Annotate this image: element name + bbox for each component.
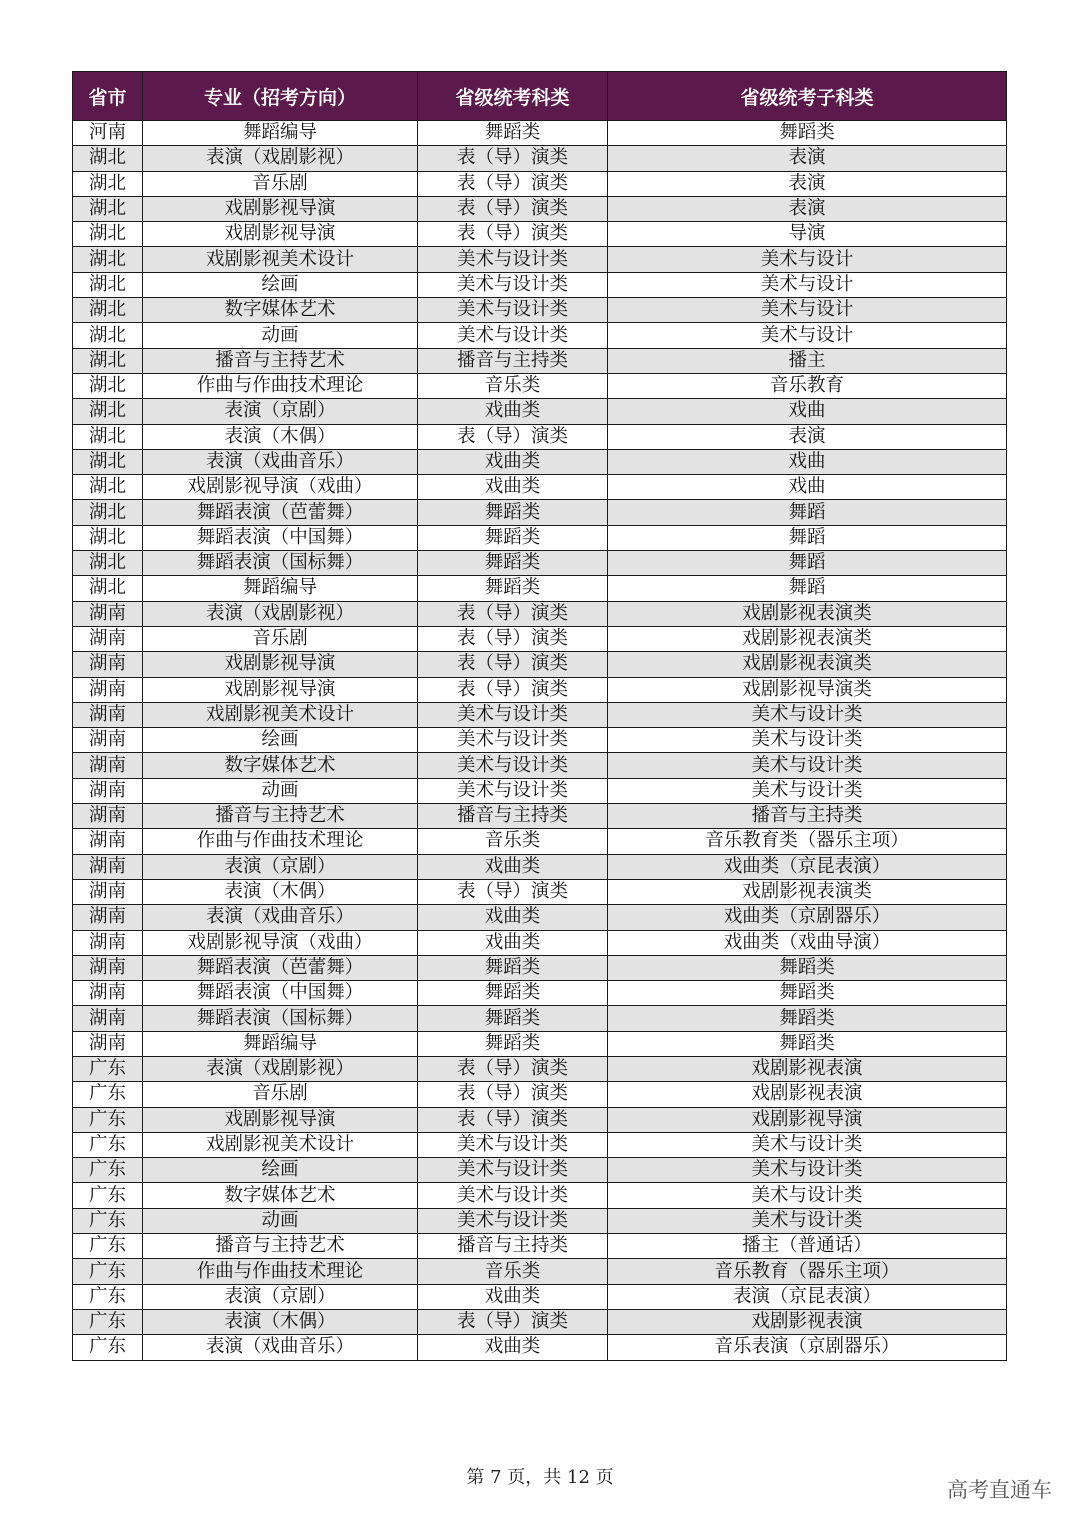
cell-major: 戏剧影视导演 <box>143 1107 418 1132</box>
cell-major: 舞蹈表演（中国舞） <box>143 981 418 1006</box>
table-row <box>73 1006 1007 1031</box>
cell-subcategory: 戏曲类（京剧器乐） <box>608 905 1007 930</box>
cell-province: 湖北 <box>73 171 143 196</box>
cell-category: 舞蹈类 <box>418 551 608 576</box>
cell-province: 湖北 <box>73 348 143 373</box>
cell-major: 作曲与作曲技术理论 <box>143 1259 418 1284</box>
table-row <box>73 1309 1007 1334</box>
cell-category: 表（导）演类 <box>418 677 608 702</box>
table-row <box>73 854 1007 879</box>
header-subcategory: 省级统考子科类 <box>608 72 1007 121</box>
cell-province: 湖南 <box>73 652 143 677</box>
cell-province: 湖北 <box>73 399 143 424</box>
cell-province: 湖南 <box>73 981 143 1006</box>
cell-province: 湖北 <box>73 525 143 550</box>
table-row <box>73 652 1007 677</box>
table-row <box>73 1234 1007 1259</box>
cell-category: 表（导）演类 <box>418 222 608 247</box>
table-row <box>73 146 1007 171</box>
cell-subcategory: 戏曲类（戏曲导演） <box>608 930 1007 955</box>
cell-province: 湖南 <box>73 778 143 803</box>
table-row <box>73 323 1007 348</box>
cell-major: 作曲与作曲技术理论 <box>143 829 418 854</box>
cell-province: 湖南 <box>73 905 143 930</box>
cell-subcategory: 美术与设计类 <box>608 753 1007 778</box>
cell-province: 广东 <box>73 1158 143 1183</box>
cell-category: 美术与设计类 <box>418 1183 608 1208</box>
cell-category: 舞蹈类 <box>418 981 608 1006</box>
cell-category: 美术与设计类 <box>418 1158 608 1183</box>
cell-category: 表（导）演类 <box>418 652 608 677</box>
table-row <box>73 551 1007 576</box>
cell-province: 湖北 <box>73 500 143 525</box>
cell-category: 戏曲类 <box>418 475 608 500</box>
header-province: 省市 <box>73 72 143 121</box>
cell-subcategory: 播主 <box>608 348 1007 373</box>
cell-category: 舞蹈类 <box>418 1031 608 1056</box>
cell-province: 湖北 <box>73 323 143 348</box>
cell-province: 广东 <box>73 1284 143 1309</box>
table-row <box>73 1132 1007 1157</box>
table-row <box>73 702 1007 727</box>
cell-major: 数字媒体艺术 <box>143 753 418 778</box>
cell-province: 湖南 <box>73 955 143 980</box>
table-row <box>73 298 1007 323</box>
cell-major: 绘画 <box>143 728 418 753</box>
cell-subcategory: 戏剧影视表演 <box>608 1056 1007 1081</box>
cell-province: 湖北 <box>73 373 143 398</box>
cell-province: 广东 <box>73 1259 143 1284</box>
table-row <box>73 1183 1007 1208</box>
cell-province: 湖北 <box>73 196 143 221</box>
cell-province: 湖南 <box>73 879 143 904</box>
cell-subcategory: 播主（普通话） <box>608 1234 1007 1259</box>
cell-major: 戏剧影视导演 <box>143 196 418 221</box>
cell-major: 动画 <box>143 323 418 348</box>
enrollment-table <box>72 71 1007 1361</box>
table-body <box>73 121 1007 1361</box>
cell-category: 戏曲类 <box>418 854 608 879</box>
cell-category: 音乐类 <box>418 373 608 398</box>
table-row <box>73 778 1007 803</box>
cell-major: 表演（戏曲音乐） <box>143 449 418 474</box>
cell-subcategory: 舞蹈类 <box>608 955 1007 980</box>
cell-major: 绘画 <box>143 1158 418 1183</box>
cell-subcategory: 戏曲类（京昆表演） <box>608 854 1007 879</box>
cell-category: 表（导）演类 <box>418 171 608 196</box>
cell-province: 湖南 <box>73 677 143 702</box>
cell-major: 表演（戏剧影视） <box>143 1056 418 1081</box>
header-category: 省级统考科类 <box>418 72 608 121</box>
cell-major: 戏剧影视导演 <box>143 677 418 702</box>
cell-category: 戏曲类 <box>418 1284 608 1309</box>
cell-subcategory: 美术与设计类 <box>608 1208 1007 1233</box>
cell-province: 湖北 <box>73 551 143 576</box>
cell-major: 播音与主持艺术 <box>143 348 418 373</box>
cell-category: 舞蹈类 <box>418 955 608 980</box>
cell-subcategory: 音乐教育类（器乐主项） <box>608 829 1007 854</box>
cell-major: 表演（戏剧影视） <box>143 146 418 171</box>
table-row <box>73 1284 1007 1309</box>
cell-subcategory: 美术与设计类 <box>608 728 1007 753</box>
cell-subcategory: 美术与设计 <box>608 247 1007 272</box>
cell-category: 表（导）演类 <box>418 1309 608 1334</box>
table-row <box>73 525 1007 550</box>
cell-category: 音乐类 <box>418 1259 608 1284</box>
cell-subcategory: 舞蹈 <box>608 551 1007 576</box>
cell-subcategory: 舞蹈 <box>608 500 1007 525</box>
table-row <box>73 804 1007 829</box>
cell-province: 湖南 <box>73 601 143 626</box>
cell-subcategory: 戏剧影视导演 <box>608 1107 1007 1132</box>
table-row <box>73 879 1007 904</box>
table-row <box>73 222 1007 247</box>
cell-category: 美术与设计类 <box>418 247 608 272</box>
cell-category: 美术与设计类 <box>418 298 608 323</box>
cell-subcategory: 舞蹈类 <box>608 981 1007 1006</box>
cell-category: 舞蹈类 <box>418 121 608 146</box>
cell-province: 湖北 <box>73 146 143 171</box>
cell-province: 湖北 <box>73 222 143 247</box>
watermark-text: 高考直通车 <box>947 1478 1052 1502</box>
table-row <box>73 475 1007 500</box>
cell-category: 表（导）演类 <box>418 601 608 626</box>
cell-subcategory: 美术与设计类 <box>608 702 1007 727</box>
cell-major: 绘画 <box>143 272 418 297</box>
cell-major: 表演（京剧） <box>143 1284 418 1309</box>
cell-category: 音乐类 <box>418 829 608 854</box>
cell-category: 播音与主持类 <box>418 1234 608 1259</box>
table-row <box>73 399 1007 424</box>
cell-province: 湖南 <box>73 702 143 727</box>
cell-category: 表（导）演类 <box>418 879 608 904</box>
cell-major: 表演（木偶） <box>143 424 418 449</box>
cell-major: 戏剧影视导演 <box>143 222 418 247</box>
cell-subcategory: 导演 <box>608 222 1007 247</box>
cell-subcategory: 舞蹈类 <box>608 121 1007 146</box>
cell-province: 湖南 <box>73 1031 143 1056</box>
cell-subcategory: 美术与设计类 <box>608 1183 1007 1208</box>
cell-category: 美术与设计类 <box>418 1208 608 1233</box>
cell-subcategory: 美术与设计 <box>608 298 1007 323</box>
cell-major: 音乐剧 <box>143 1082 418 1107</box>
cell-province: 河南 <box>73 121 143 146</box>
cell-province: 湖南 <box>73 728 143 753</box>
cell-province: 广东 <box>73 1132 143 1157</box>
table-row <box>73 1208 1007 1233</box>
cell-subcategory: 表演 <box>608 171 1007 196</box>
cell-major: 戏剧影视美术设计 <box>143 702 418 727</box>
cell-major: 舞蹈表演（国标舞） <box>143 551 418 576</box>
cell-major: 表演（戏剧影视） <box>143 601 418 626</box>
cell-major: 舞蹈编导 <box>143 121 418 146</box>
cell-subcategory: 表演（京昆表演） <box>608 1284 1007 1309</box>
cell-major: 戏剧影视美术设计 <box>143 247 418 272</box>
cell-major: 舞蹈表演（国标舞） <box>143 1006 418 1031</box>
cell-subcategory: 戏剧影视表演类 <box>608 879 1007 904</box>
cell-major: 音乐剧 <box>143 626 418 651</box>
cell-category: 舞蹈类 <box>418 500 608 525</box>
table-row <box>73 626 1007 651</box>
table-row <box>73 1056 1007 1081</box>
cell-major: 戏剧影视导演 <box>143 652 418 677</box>
table-row <box>73 247 1007 272</box>
cell-major: 数字媒体艺术 <box>143 298 418 323</box>
table-header <box>73 72 1007 121</box>
table-row <box>73 829 1007 854</box>
cell-subcategory: 戏剧影视表演 <box>608 1309 1007 1334</box>
table-row <box>73 449 1007 474</box>
cell-subcategory: 戏剧影视导演类 <box>608 677 1007 702</box>
cell-major: 舞蹈编导 <box>143 1031 418 1056</box>
cell-major: 戏剧影视美术设计 <box>143 1132 418 1157</box>
table-row <box>73 1031 1007 1056</box>
cell-category: 戏曲类 <box>418 930 608 955</box>
cell-major: 动画 <box>143 778 418 803</box>
cell-subcategory: 音乐教育（器乐主项） <box>608 1259 1007 1284</box>
cell-subcategory: 舞蹈 <box>608 576 1007 601</box>
table-row <box>73 930 1007 955</box>
table-row <box>73 1158 1007 1183</box>
cell-major: 舞蹈编导 <box>143 576 418 601</box>
cell-subcategory: 美术与设计类 <box>608 1132 1007 1157</box>
table-row <box>73 601 1007 626</box>
cell-subcategory: 舞蹈类 <box>608 1006 1007 1031</box>
cell-province: 湖北 <box>73 247 143 272</box>
cell-province: 广东 <box>73 1082 143 1107</box>
table-row <box>73 1259 1007 1284</box>
cell-subcategory: 表演 <box>608 196 1007 221</box>
cell-category: 播音与主持类 <box>418 348 608 373</box>
cell-province: 湖北 <box>73 424 143 449</box>
table-row <box>73 121 1007 146</box>
cell-major: 表演（木偶） <box>143 879 418 904</box>
cell-category: 戏曲类 <box>418 1335 608 1360</box>
cell-subcategory: 美术与设计类 <box>608 1158 1007 1183</box>
cell-subcategory: 表演 <box>608 424 1007 449</box>
cell-major: 表演（戏曲音乐） <box>143 1335 418 1360</box>
cell-major: 动画 <box>143 1208 418 1233</box>
cell-category: 戏曲类 <box>418 905 608 930</box>
cell-subcategory: 戏剧影视表演类 <box>608 626 1007 651</box>
cell-subcategory: 音乐表演（京剧器乐） <box>608 1335 1007 1360</box>
table-row <box>73 424 1007 449</box>
cell-province: 广东 <box>73 1234 143 1259</box>
cell-province: 广东 <box>73 1208 143 1233</box>
table-row <box>73 1335 1007 1360</box>
cell-category: 美术与设计类 <box>418 702 608 727</box>
cell-category: 舞蹈类 <box>418 576 608 601</box>
table-row <box>73 348 1007 373</box>
cell-category: 表（导）演类 <box>418 146 608 171</box>
table-row <box>73 905 1007 930</box>
table-row <box>73 373 1007 398</box>
table-row <box>73 728 1007 753</box>
cell-category: 舞蹈类 <box>418 1006 608 1031</box>
cell-province: 湖北 <box>73 449 143 474</box>
cell-province: 湖南 <box>73 854 143 879</box>
cell-major: 播音与主持艺术 <box>143 1234 418 1259</box>
cell-major: 戏剧影视导演（戏曲） <box>143 475 418 500</box>
cell-category: 美术与设计类 <box>418 272 608 297</box>
cell-province: 湖北 <box>73 272 143 297</box>
cell-subcategory: 美术与设计类 <box>608 778 1007 803</box>
cell-major: 作曲与作曲技术理论 <box>143 373 418 398</box>
cell-category: 表（导）演类 <box>418 424 608 449</box>
cell-category: 美术与设计类 <box>418 778 608 803</box>
cell-category: 美术与设计类 <box>418 753 608 778</box>
table-row <box>73 677 1007 702</box>
cell-category: 美术与设计类 <box>418 728 608 753</box>
cell-major: 表演（木偶） <box>143 1309 418 1334</box>
cell-province: 湖南 <box>73 753 143 778</box>
cell-category: 戏曲类 <box>418 399 608 424</box>
cell-subcategory: 舞蹈类 <box>608 1031 1007 1056</box>
cell-subcategory: 戏剧影视表演类 <box>608 601 1007 626</box>
cell-major: 戏剧影视导演（戏曲） <box>143 930 418 955</box>
cell-category: 播音与主持类 <box>418 804 608 829</box>
table-row <box>73 753 1007 778</box>
table-row <box>73 955 1007 980</box>
cell-major: 舞蹈表演（芭蕾舞） <box>143 500 418 525</box>
cell-subcategory: 戏剧影视表演 <box>608 1082 1007 1107</box>
cell-major: 表演（京剧） <box>143 399 418 424</box>
cell-subcategory: 戏剧影视表演类 <box>608 652 1007 677</box>
page-number: 第 7 页，共 12 页 <box>466 1467 614 1488</box>
cell-subcategory: 音乐教育 <box>608 373 1007 398</box>
cell-subcategory: 戏曲 <box>608 399 1007 424</box>
cell-category: 舞蹈类 <box>418 525 608 550</box>
cell-major: 数字媒体艺术 <box>143 1183 418 1208</box>
cell-category: 美术与设计类 <box>418 323 608 348</box>
cell-province: 广东 <box>73 1335 143 1360</box>
header-major: 专业（招考方向） <box>143 72 418 121</box>
cell-subcategory: 舞蹈 <box>608 525 1007 550</box>
cell-province: 湖南 <box>73 930 143 955</box>
cell-major: 播音与主持艺术 <box>143 804 418 829</box>
cell-major: 舞蹈表演（芭蕾舞） <box>143 955 418 980</box>
table-row <box>73 576 1007 601</box>
cell-category: 表（导）演类 <box>418 626 608 651</box>
cell-category: 表（导）演类 <box>418 1107 608 1132</box>
cell-province: 湖北 <box>73 576 143 601</box>
cell-province: 广东 <box>73 1309 143 1334</box>
table-row <box>73 500 1007 525</box>
table-row <box>73 1107 1007 1132</box>
table-row <box>73 171 1007 196</box>
cell-category: 表（导）演类 <box>418 1056 608 1081</box>
cell-subcategory: 戏曲 <box>608 449 1007 474</box>
cell-major: 表演（戏曲音乐） <box>143 905 418 930</box>
cell-province: 湖北 <box>73 475 143 500</box>
cell-major: 音乐剧 <box>143 171 418 196</box>
cell-subcategory: 播音与主持类 <box>608 804 1007 829</box>
cell-subcategory: 美术与设计 <box>608 323 1007 348</box>
cell-category: 表（导）演类 <box>418 196 608 221</box>
cell-subcategory: 表演 <box>608 146 1007 171</box>
cell-province: 湖北 <box>73 298 143 323</box>
cell-category: 表（导）演类 <box>418 1082 608 1107</box>
cell-province: 广东 <box>73 1107 143 1132</box>
cell-subcategory: 美术与设计 <box>608 272 1007 297</box>
table-row <box>73 196 1007 221</box>
table-row <box>73 272 1007 297</box>
cell-province: 湖南 <box>73 1006 143 1031</box>
cell-province: 湖南 <box>73 804 143 829</box>
cell-subcategory: 戏曲 <box>608 475 1007 500</box>
header-row <box>73 72 1007 121</box>
cell-province: 广东 <box>73 1183 143 1208</box>
cell-category: 戏曲类 <box>418 449 608 474</box>
cell-province: 湖南 <box>73 829 143 854</box>
cell-category: 美术与设计类 <box>418 1132 608 1157</box>
cell-major: 舞蹈表演（中国舞） <box>143 525 418 550</box>
cell-province: 广东 <box>73 1056 143 1081</box>
table-row <box>73 981 1007 1006</box>
cell-major: 表演（京剧） <box>143 854 418 879</box>
table-row <box>73 1082 1007 1107</box>
cell-province: 湖南 <box>73 626 143 651</box>
